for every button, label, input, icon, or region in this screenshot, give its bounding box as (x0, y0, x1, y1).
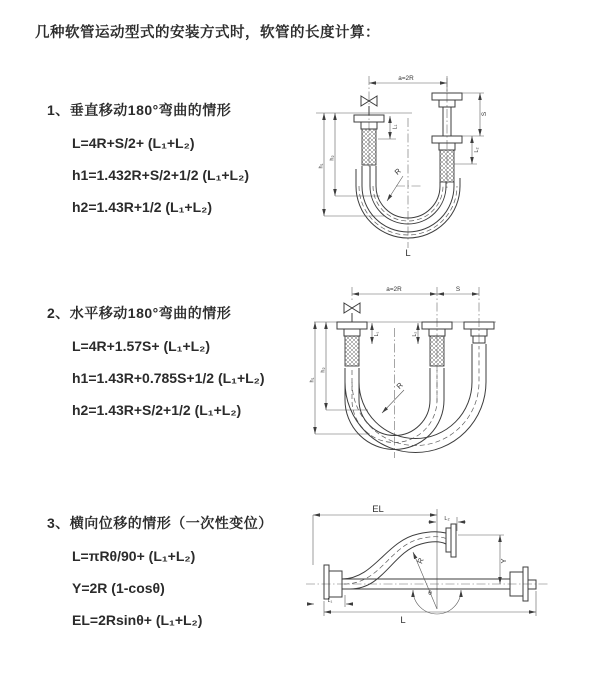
braided-hose-section (440, 150, 454, 182)
section-1-heading: 1、垂直移动180°弯曲的情形 (47, 102, 232, 118)
dim-a2r (369, 75, 447, 92)
hose-end-fitting-middle (422, 322, 452, 366)
dim-el-label: EL (372, 504, 384, 515)
dim-l2-label: L₂ (444, 516, 450, 522)
dim-y (458, 535, 508, 584)
section-1 (47, 100, 312, 216)
dim-a2r-label: a=2R (386, 286, 402, 293)
hose-end-fitting-left (337, 322, 367, 366)
dim-h1-h2 (310, 322, 371, 434)
dim-l1-label: L₁ (327, 598, 333, 604)
dim-el (313, 504, 437, 609)
dim-l1-label: L₁ (374, 331, 380, 337)
section-3-heading: 3、横向位移的情形（一次性变位） (47, 515, 273, 531)
dim-l2-label: L₂ (474, 147, 480, 153)
braided-hose-section (362, 129, 376, 165)
dim-h1-label: h₁ (309, 377, 316, 383)
hose-s-curve (342, 532, 446, 589)
hose-end-fitting-left (354, 115, 384, 165)
length-label: L (405, 248, 411, 259)
formula-h2: h2=1.43R+1/2 (L₁+L₂) (72, 199, 213, 215)
dim-a2r-label: a=2R (398, 75, 414, 82)
formula-length: L=4R+1.57S+ (L₁+L₂) (72, 338, 211, 354)
radius-label: R (415, 556, 426, 566)
hose-u-bend-moved (345, 344, 486, 453)
centerlines (352, 287, 479, 458)
dim-l2-label: L₂ (412, 331, 418, 337)
centerlines (369, 76, 447, 248)
formula-h2: h2=1.43R+S/2+1/2 (L₁+L₂) (72, 402, 242, 418)
flange-upper-moved (446, 524, 456, 557)
radius-label: R (392, 166, 403, 177)
dim-y-label: Y (499, 558, 508, 564)
diagram-lateral-displacement (300, 495, 600, 663)
diagram-horizontal-180-bend (300, 282, 592, 478)
dim-s-label: S (481, 111, 488, 117)
radius-label: R (394, 380, 405, 391)
formula-length: L=4R+S/2+ (L₁+L₂) (72, 135, 195, 151)
formula-el: EL=2Rsinθ+ (L₁+L₂) (72, 612, 203, 628)
diagram-vertical-180-bend (300, 68, 592, 264)
formula-y: Y=2R (1-cosθ) (72, 580, 165, 596)
angle-label: θ (428, 590, 432, 597)
dim-radius (387, 166, 403, 201)
formula-h1: h1=1.432R+S/2+1/2 (L₁+L₂) (72, 167, 249, 183)
formula-h1: h1=1.43R+0.785S+1/2 (L₁+L₂) (72, 370, 265, 386)
dim-h2-label: h₂ (320, 367, 327, 373)
dim-s-label: S (455, 286, 461, 293)
dim-h2-label: h₂ (329, 155, 336, 161)
section-2-heading: 2、水平移动180°弯曲的情形 (47, 305, 232, 321)
braided-hose-section (345, 336, 359, 366)
dim-l1 (378, 116, 399, 139)
dim-a2r (352, 286, 479, 294)
dim-l1-label: L₁ (392, 124, 399, 130)
section-2 (47, 303, 312, 419)
formula-length: L=πRθ/90+ (L₁+L₂) (72, 548, 196, 564)
braided-hose-section (430, 336, 444, 366)
flange-left (324, 565, 342, 599)
section-3 (47, 513, 312, 629)
document-title: 几种软管运动型式的安装方式时，软管的长度计算： (35, 25, 380, 41)
dim-l1 (372, 323, 418, 344)
dim-l-label: L (400, 615, 406, 626)
dim-radius (382, 380, 405, 413)
valve-icon (344, 303, 360, 322)
dim-l2 (428, 516, 466, 531)
dim-s (454, 93, 488, 164)
dim-h1-label: h₁ (318, 163, 325, 169)
